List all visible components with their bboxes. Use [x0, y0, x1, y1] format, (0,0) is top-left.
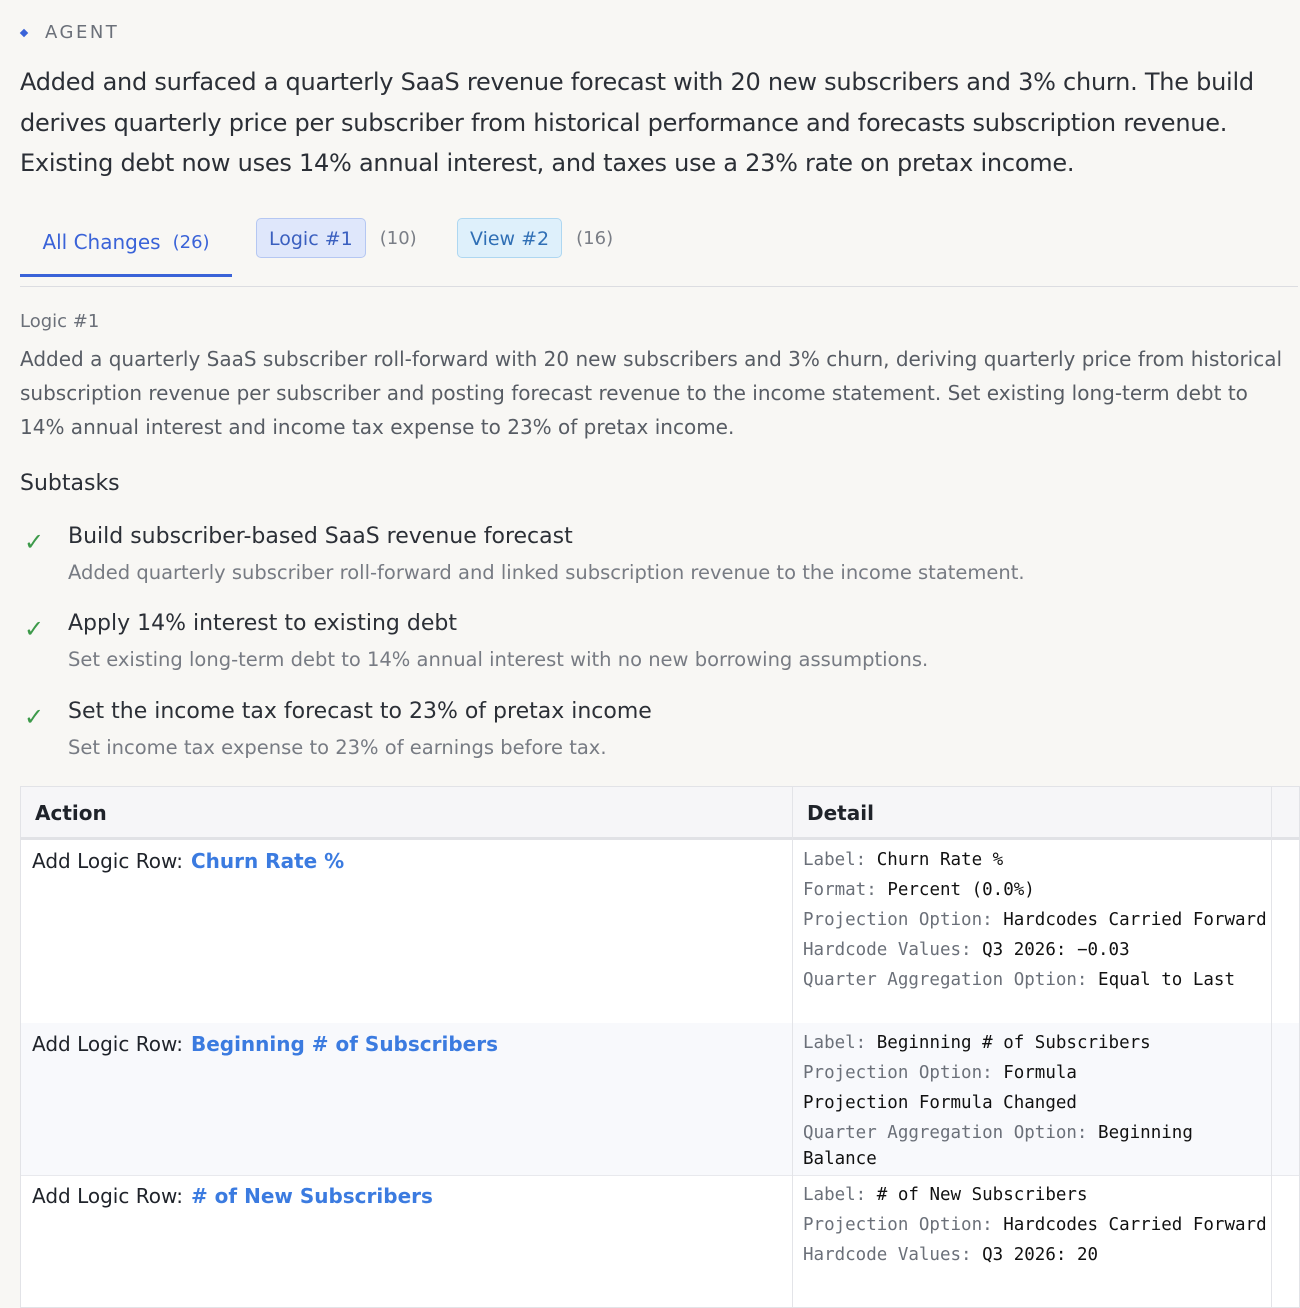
detail-cell [803, 1180, 1273, 1270]
detail-key: Projection Option: [803, 910, 993, 930]
detail-value: Formula [1003, 1063, 1077, 1083]
detail-line [803, 1028, 1273, 1058]
detail-value: Q3 2026: 20 [982, 1245, 1099, 1265]
checkmark-icon: ✓ [24, 615, 45, 643]
detail-value: Percent (0.0%) [887, 880, 1035, 900]
detail-line [803, 1180, 1273, 1210]
agent-summary: Added and surfaced a quarterly SaaS revenue forecast with 20 new subscribers and 3% churn. The build derives quarterly price per subscriber from historical performance and forecasts subscription revenue. Existing debt now uses 14% annual interest, and taxes use a 23% rate on pretax income. [20, 68, 1254, 177]
detail-key: Projection Option: [803, 1063, 993, 1083]
checkmark-icon: ✓ [24, 703, 45, 731]
detail-line [803, 845, 1273, 875]
detail-line [803, 1210, 1273, 1240]
subtask-title: Set the income tax forecast to 23% of pretax income [68, 699, 652, 724]
column-divider [792, 787, 793, 1307]
detail-value: Q3 2026: −0.03 [982, 940, 1130, 960]
subtask-description: Set existing long-term debt to 14% annual interest with no new borrowing assumptions. [68, 648, 929, 671]
tab-logic-count: (10) [379, 227, 417, 249]
subtask-title: Build subscriber-based SaaS revenue forecast [68, 524, 573, 549]
table-header [21, 787, 1299, 840]
detail-value: # of New Subscribers [876, 1185, 1088, 1205]
subtask-description: Added quarterly subscriber roll-forward and linked subscription revenue to the income statement. [68, 561, 1025, 584]
tab-all-changes-count: (26) [172, 231, 210, 253]
table-row [21, 840, 1299, 1024]
table-row [21, 1175, 1299, 1308]
detail-line [803, 875, 1273, 905]
tab-logic[interactable] [256, 218, 417, 258]
action-cell [32, 849, 344, 873]
agent-header [20, 22, 119, 43]
tab-view-label: View #2 [457, 218, 562, 258]
tab-all-changes-label: All Changes [42, 230, 161, 254]
detail-cell [803, 845, 1273, 995]
detail-line [803, 1088, 1273, 1118]
detail-key: Quarter Aggregation Option: [803, 970, 1088, 990]
detail-value: Projection Formula Changed [803, 1093, 1077, 1113]
action-prefix: Add Logic Row: [32, 1184, 183, 1208]
column-divider [1271, 787, 1272, 1307]
tab-view[interactable] [457, 218, 613, 258]
diamond-icon [20, 28, 28, 36]
detail-value: Beginning Balance [803, 1123, 1193, 1169]
detail-key: Format: [803, 880, 877, 900]
header-action: Action [35, 801, 107, 825]
detail-value: Churn Rate % [876, 850, 1004, 870]
checkmark-icon: ✓ [24, 528, 45, 556]
detail-value: Beginning # of Subscribers [876, 1033, 1151, 1053]
detail-key: Projection Option: [803, 1215, 993, 1235]
detail-key: Label: [803, 850, 867, 870]
detail-cell [803, 1028, 1273, 1174]
tab-logic-label: Logic #1 [256, 218, 366, 258]
subtasks-title: Subtasks [20, 471, 120, 496]
table-row [21, 1023, 1299, 1176]
detail-value: Hardcodes Carried Forward [1003, 910, 1267, 930]
action-prefix: Add Logic Row: [32, 849, 183, 873]
subtask-title: Apply 14% interest to existing debt [68, 611, 457, 636]
action-cell [32, 1184, 433, 1208]
detail-line [803, 905, 1273, 935]
section-label: Logic #1 [20, 311, 100, 332]
detail-value: Hardcodes Carried Forward [1003, 1215, 1267, 1235]
detail-line [803, 1240, 1273, 1270]
tab-bar [20, 210, 1298, 287]
detail-line [803, 1058, 1273, 1088]
header-detail: Detail [807, 801, 874, 825]
detail-key: Hardcode Values: [803, 940, 972, 960]
action-prefix: Add Logic Row: [32, 1032, 183, 1056]
detail-line [803, 935, 1273, 965]
agent-label: AGENT [45, 22, 120, 43]
tab-view-count: (16) [576, 227, 614, 249]
section-description: Added a quarterly SaaS subscriber roll-forward with 20 new subscribers and 3% churn, deriving quarterly price from historical subscription revenue per subscriber and posting forecast revenue to the income statement. Set existing long-term debt to 14% annual interest and income tax expense to 23% of pretax income. [20, 347, 1283, 439]
detail-value: Equal to Last [1098, 970, 1235, 990]
detail-key: Label: [803, 1033, 867, 1053]
action-link[interactable]: # of New Subscribers [190, 1184, 433, 1208]
changes-table [20, 786, 1300, 1308]
action-link[interactable]: Beginning # of Subscribers [190, 1032, 498, 1056]
tab-all-changes[interactable] [20, 210, 232, 277]
detail-key: Label: [803, 1185, 867, 1205]
detail-key: Quarter Aggregation Option: [803, 1123, 1088, 1143]
subtask-description: Set income tax expense to 23% of earnings before tax. [68, 736, 607, 759]
action-cell [32, 1032, 498, 1056]
detail-line [803, 1118, 1273, 1174]
detail-line [803, 965, 1273, 995]
action-link[interactable]: Churn Rate % [190, 849, 345, 873]
detail-key: Hardcode Values: [803, 1245, 972, 1265]
